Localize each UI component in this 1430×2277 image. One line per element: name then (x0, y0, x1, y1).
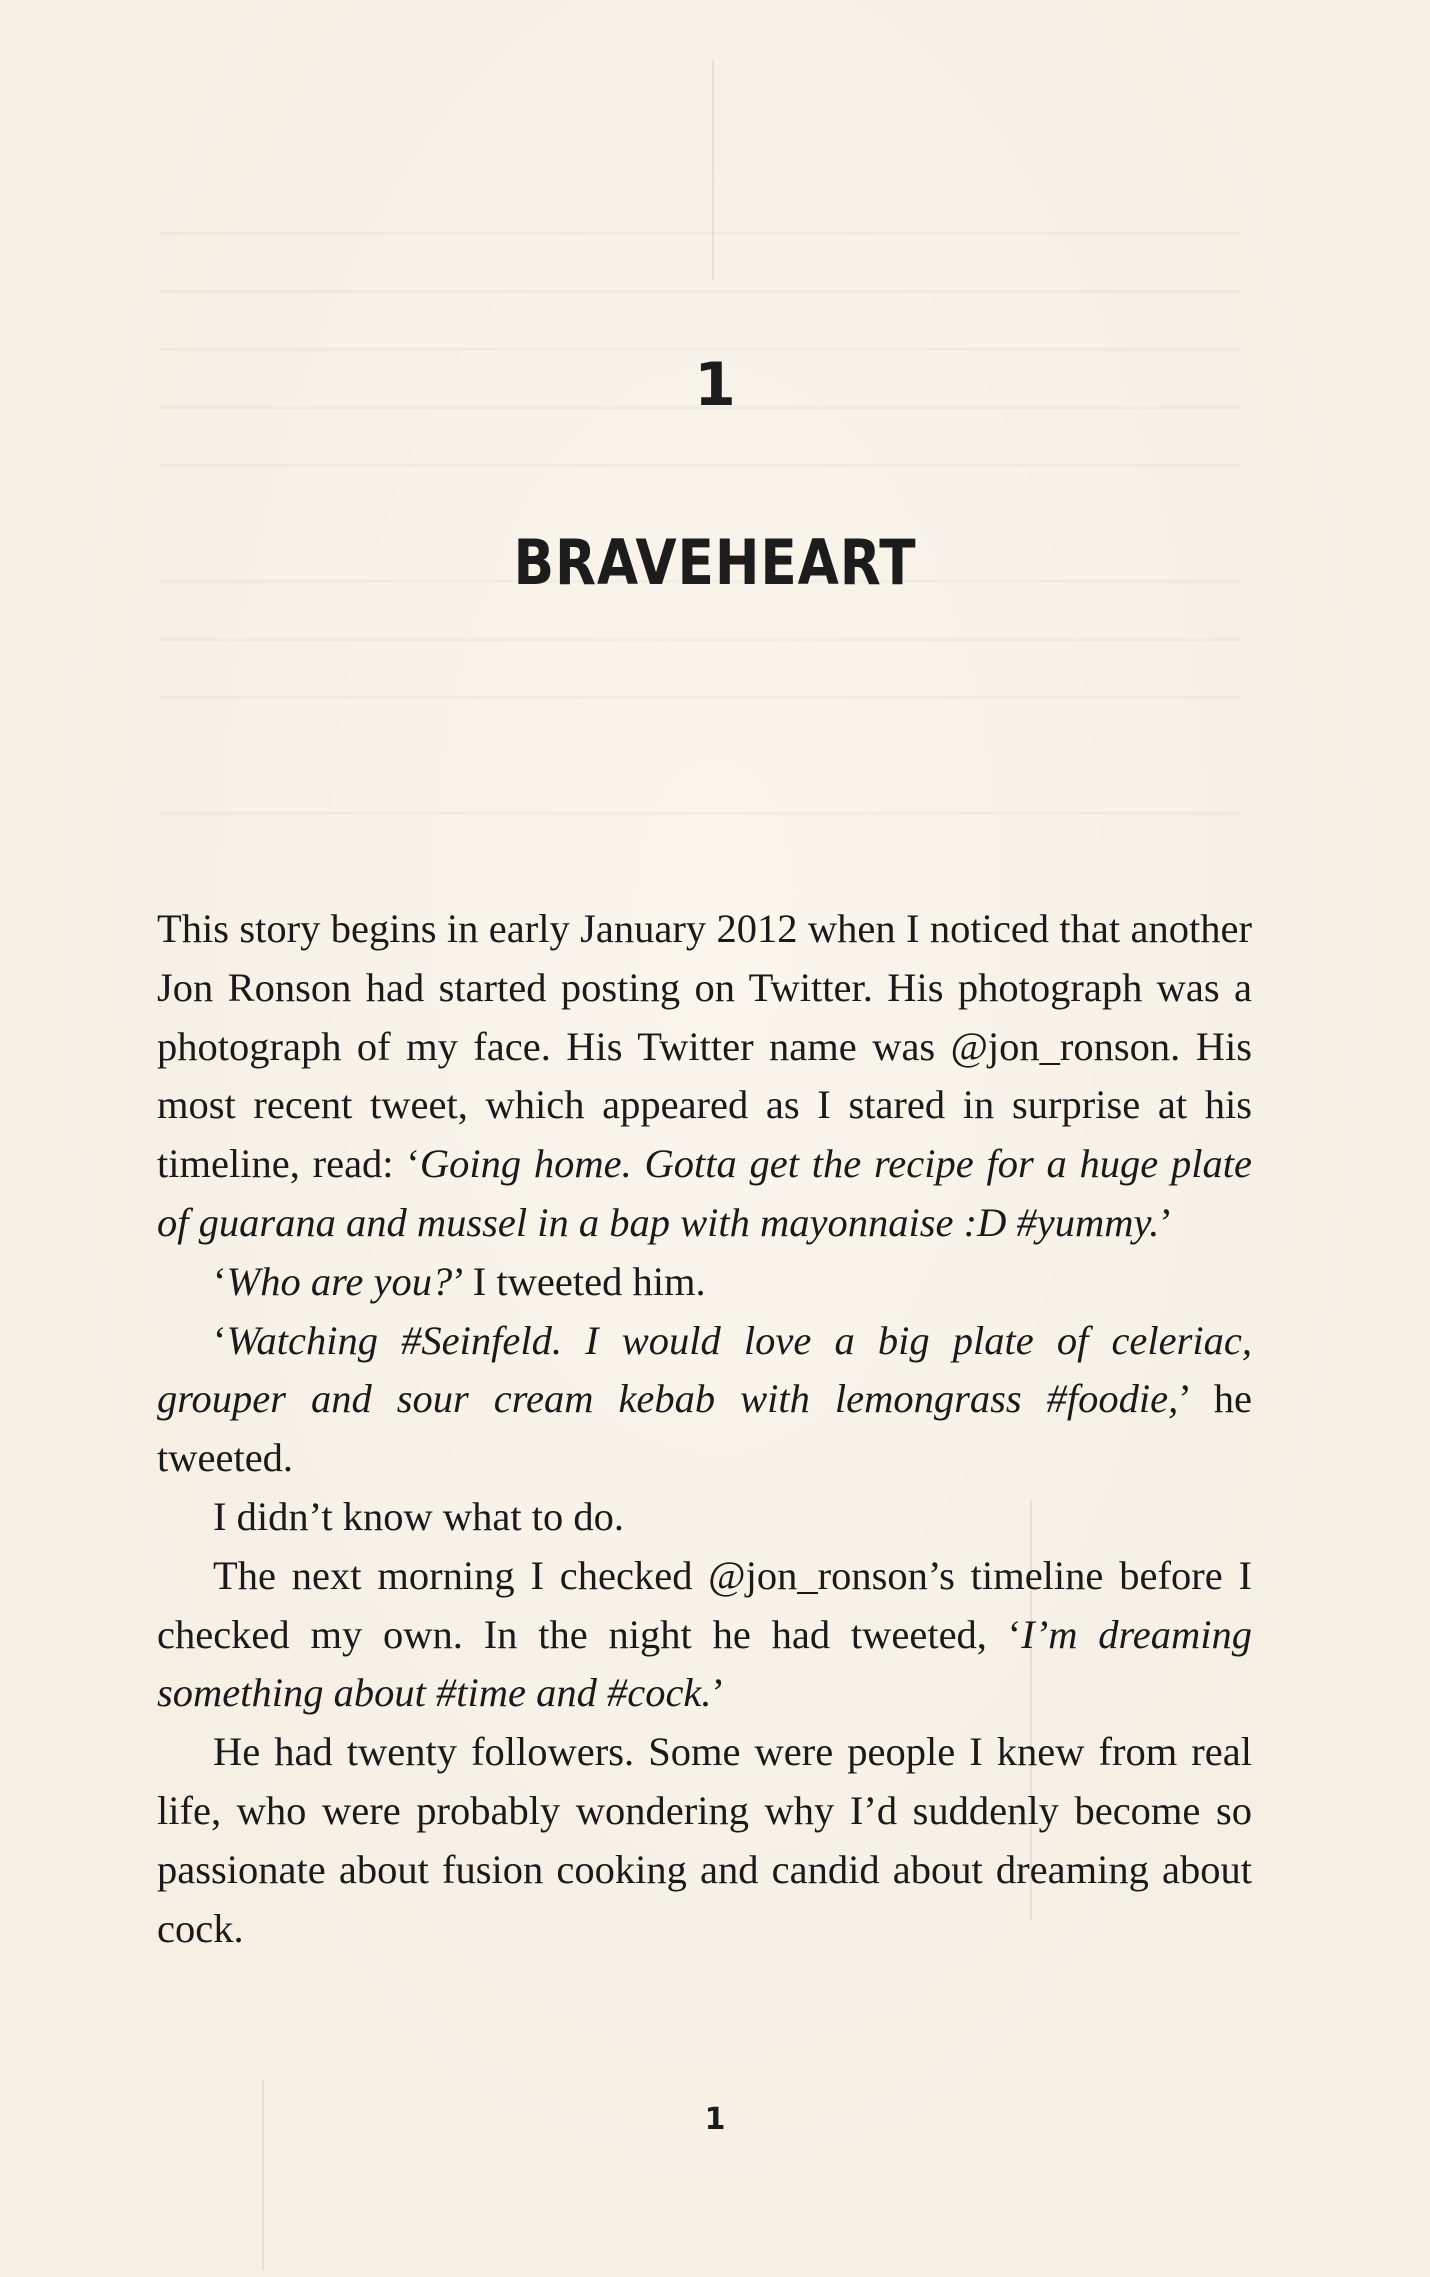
quoted-tweet-text: Watching #Seinfeld. I would love a big plate of celeriac, grouper and sour cream kebab with lemongrass #foodie, (157, 1317, 1252, 1422)
quoted-tweet-text: Going home. Gotta get the recipe for a huge plate of guarana and mussel in a bap with mayonnaise :D #yummy. (157, 1141, 1253, 1245)
paragraph (157, 1488, 1252, 1547)
paragraph-text: This story begins in early January 2012 when I noticed that another Jon Ronson had started posting on Twitter. His photograph was a photograph of my face. His Twitter name was @jon_ronson. His most recent tweet, which appeared as I stared in surprise at his timeline, read: ‘ (157, 906, 1252, 1187)
paragraph (157, 1312, 1252, 1488)
paper-crease (712, 60, 714, 280)
paragraph-text: I didn’t know what to do. (213, 1493, 624, 1539)
quoted-tweet-text: I’m dreaming something about #time and #cock. (157, 1611, 1252, 1716)
paragraph-text: ’ he tweeted. (157, 1376, 1252, 1481)
show-through-line (160, 464, 1240, 467)
show-through-line (160, 696, 1240, 699)
paragraph-text: ’ I tweeted him. (452, 1258, 706, 1304)
quoted-tweet-text: Who are you? (226, 1258, 453, 1304)
paragraph-text: ‘ (213, 1317, 227, 1363)
show-through-line (160, 638, 1240, 641)
paragraph (157, 1723, 1252, 1958)
paragraph (157, 1253, 1252, 1312)
paragraph-text: He had twenty followers. Some were people I knew from real life, who were probably wondering why I’d suddenly become so passionate about fusion cooking and candid about dreaming about cock. (157, 1729, 1252, 1951)
chapter-number: 1 (694, 350, 736, 420)
show-through-line (160, 232, 1240, 235)
page-number: 1 (704, 2102, 726, 2137)
show-through-line (160, 290, 1240, 293)
paragraph-text: ‘ (213, 1258, 227, 1304)
paragraph-text: ’ (1159, 1199, 1173, 1245)
chapter-title: BRAVEHEART (513, 526, 917, 599)
paragraph-text: The next morning I checked @jon_ronson’s timeline before I checked my own. In the night he had tweeted, ‘ (157, 1552, 1252, 1657)
body-text (157, 900, 1252, 1958)
paragraph-text: ’ (711, 1670, 726, 1716)
paragraph (157, 1547, 1252, 1723)
paragraph (157, 900, 1252, 1253)
show-through-line (160, 812, 1240, 815)
